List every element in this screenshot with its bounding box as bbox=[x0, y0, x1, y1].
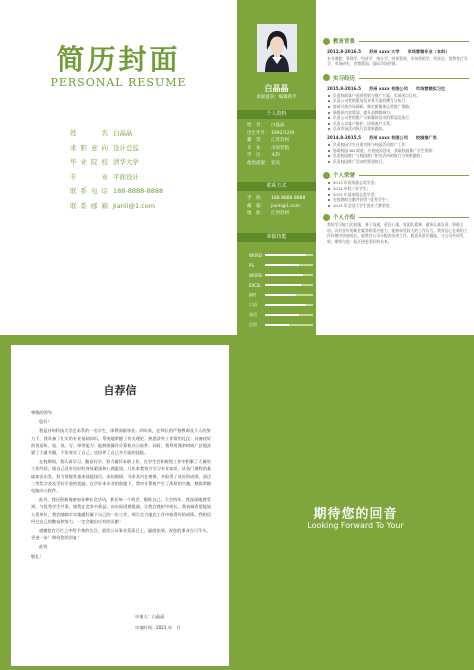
profile-value: 市场营销 bbox=[271, 145, 289, 151]
letter-closing: 敬礼！ bbox=[31, 553, 44, 559]
section-divider bbox=[359, 217, 469, 218]
profile-value: 党员 bbox=[271, 160, 280, 166]
profile-row bbox=[247, 137, 313, 145]
skill-row bbox=[249, 270, 313, 280]
skill-label: PS bbox=[249, 262, 254, 268]
closing-page bbox=[237, 335, 474, 670]
profile-row bbox=[247, 145, 313, 153]
letter-greeting: 您好！ bbox=[39, 419, 52, 425]
info-label: 联系电话 bbox=[70, 187, 108, 195]
skill-bar bbox=[265, 254, 313, 257]
contact-list bbox=[247, 195, 313, 218]
skill-bar bbox=[265, 314, 313, 317]
profile-key: 出生年月： bbox=[247, 130, 270, 136]
skill-row bbox=[249, 320, 313, 330]
profile-row bbox=[247, 160, 313, 168]
info-value: 188-8888-8888 bbox=[113, 187, 164, 195]
resume-sidebar bbox=[237, 0, 316, 335]
skills-section-heading: 掌握技能 bbox=[237, 233, 316, 242]
skill-row bbox=[249, 280, 313, 290]
award-item: 在校期间全勤并获得 "优秀学生"； bbox=[323, 197, 469, 203]
letter-paragraph: 感谢您在百忙之中给予我的关注，愿贵公司事业蒸蒸日上，屡创佳绩，祝您的事业百尺竿头，更进一步！期待您的回复！ bbox=[31, 528, 211, 541]
letter-date: 申请时间：2021 年 月 bbox=[135, 625, 181, 630]
skill-bar bbox=[265, 284, 313, 287]
work-entry bbox=[327, 135, 469, 141]
section-heading bbox=[323, 73, 469, 83]
section-divider bbox=[359, 41, 469, 42]
work-bullet: 负责校园推广与校园推广相关活动的执行与效果跟踪； bbox=[323, 153, 469, 159]
skill-label: PPT bbox=[249, 292, 257, 298]
work-bullet: 负责公司客户维护，协调客户关系； bbox=[323, 121, 469, 127]
resume-main bbox=[323, 34, 469, 244]
cover-info-row bbox=[70, 155, 230, 170]
info-label: 求职意向 bbox=[70, 143, 108, 152]
contact-row bbox=[247, 195, 313, 203]
cover-title: 简历封面 bbox=[56, 43, 181, 76]
letter-body bbox=[31, 409, 213, 562]
skill-row bbox=[249, 290, 313, 300]
closing-subtitle: Looking Forward To Your bbox=[307, 521, 404, 530]
skill-bar bbox=[265, 324, 313, 327]
letter-signature bbox=[135, 611, 181, 633]
award-item: 2014 年校三好学生； bbox=[323, 186, 469, 192]
work-bullet: 协助开展市场调研，制定新媒体运营推广策略； bbox=[323, 104, 469, 110]
contact-key: 手 机： bbox=[247, 196, 265, 201]
work-entry bbox=[327, 86, 469, 92]
letter-paragraph: 此外，我还积极地参加各种社会活动，抓住每一个机会，锻炼自己。大学四年，我深深地感受到，与优秀学生共事，使我在竞争中获益；向实际困难挑战，让我在挫折中成长。我真诚希望能加入贵单位，我会踏踏实实地做好属于自己的一份工作，竭尽全力地在工作中取得好的成绩。我相信经过自己的勤奋和努力，一定会做出应有的贡献！ bbox=[31, 497, 212, 524]
cover-info-row bbox=[70, 199, 230, 214]
skill-label: 日语 bbox=[249, 322, 257, 327]
section-divider bbox=[359, 78, 469, 79]
profile-value: 江苏苏州 bbox=[271, 138, 289, 143]
skill-bar-fill bbox=[265, 304, 306, 307]
edu-description: 专业课程：管理学，经济学，统计学，财务管理，市场营销学，经济法，消费者行为学，市场研究，营销策划，国际市场营销。 bbox=[327, 56, 468, 67]
contact-value: jianli@1.com bbox=[271, 203, 301, 209]
letter-title: 自荐信 bbox=[103, 384, 137, 397]
skill-bar-fill bbox=[265, 274, 303, 277]
intro-text: 我的学习能力比较强，善于沟通，责任心强，有团队精神，做事认真负责，积极主动。具有良好的职业素养和适应能力，能够承受较大的工作压力。我有信心在新的工作环境中快速成长，能胜任公司分配的各项工作，愿意从基层做起，与公司共同发展，期待与您一起开创更美好的未来。 bbox=[327, 222, 468, 244]
info-value: Jianli@1.com bbox=[113, 201, 156, 210]
skill-bar bbox=[265, 304, 313, 307]
info-value: 平面设计 bbox=[113, 172, 139, 181]
award-item: 2015 年全国大学生创业大赛荣誉。 bbox=[323, 203, 469, 209]
profile-value: 1992/12/9 bbox=[271, 130, 295, 136]
skill-bar-fill bbox=[265, 284, 301, 287]
work-bullet: 负责公司营销推广与新媒体活动的策划及执行； bbox=[323, 115, 469, 121]
letter-salutation: 尊敬的领导： bbox=[31, 410, 57, 415]
letter-paragraph: 我是苏州科技大学艺术系的一名学生，即将面临毕业。四年来，在师长的严格教诲及个人的努力下，我具备了扎实的专业基础知识，系统地掌握了有关理论；熟悉涉外工作常用礼仪；具备较好的英语听、说、读、写、译等能力；能熟练操作计算机办公软件。同时，我利用课余时间广泛地涉猎了大量书籍，不但充实了自己，也培养了自己多方面的技能。 bbox=[31, 428, 212, 456]
cover-info-row bbox=[70, 184, 230, 199]
skill-row bbox=[249, 260, 313, 270]
contact-key: 地 址： bbox=[247, 211, 265, 216]
section-title: 教育背景 bbox=[333, 39, 356, 45]
skill-bar bbox=[265, 274, 313, 277]
skill-label: WORD bbox=[249, 252, 262, 258]
letter-paper bbox=[11, 345, 229, 666]
skill-label: EXCEL bbox=[249, 282, 262, 288]
entry-role: 市场营销专业（本科） bbox=[407, 49, 450, 54]
work-bullet: 负责协助客户选择营销与推广方案，实现项目目标； bbox=[323, 93, 469, 99]
info-value: 清华大学 bbox=[113, 158, 139, 166]
profile-key: 专 业： bbox=[247, 145, 265, 151]
skill-label: WORD bbox=[249, 272, 262, 278]
person-silhouette-icon bbox=[257, 24, 297, 72]
contact-section-heading: 联系方式 bbox=[237, 182, 316, 191]
profile-row bbox=[247, 122, 313, 130]
briefcase-icon bbox=[323, 74, 330, 81]
work-bullet: 负责公司营销策划及业务方案的撰写与执行； bbox=[323, 98, 469, 104]
entry-org: 苏州 xxxx 有限公司 bbox=[369, 134, 408, 140]
resume-page bbox=[237, 0, 474, 335]
info-value: 白晶晶 bbox=[113, 129, 133, 137]
section-title: 实习经历 bbox=[333, 75, 356, 82]
profile-section-heading: 个人资料 bbox=[237, 110, 316, 119]
info-value: 设计总监 bbox=[113, 143, 139, 152]
work-bullet: 负责市场活动执行及效果跟踪。 bbox=[323, 126, 469, 132]
work-bullet: 新媒体内容策划，提升品牌影响力； bbox=[323, 110, 469, 116]
contact-row bbox=[247, 203, 313, 211]
contact-key: 邮 箱： bbox=[247, 203, 265, 209]
skill-bar-fill bbox=[265, 314, 299, 317]
profile-row bbox=[247, 152, 313, 160]
award-item: 2013 年国家励志奖学金； bbox=[323, 180, 469, 186]
section-title: 个人荣誉 bbox=[333, 173, 356, 180]
work-bullet: 负责校园学生社团对接与校园活动推广工作； bbox=[323, 142, 469, 148]
entry-date: 2015.8-2016.5 bbox=[327, 85, 362, 91]
skill-bar bbox=[265, 294, 313, 297]
info-label: 毕业院校 bbox=[70, 158, 108, 166]
cover-info-row bbox=[70, 170, 230, 185]
info-label: 专业 bbox=[70, 172, 108, 181]
trophy-icon bbox=[323, 172, 330, 179]
letter-paragraph: 在校期间，我认真学习，勤奋好学，努力做好本职工作，在学生会和班级工作中积累了大量的工作经验，使自己具有良好的身体素质和心理素质。几年来我努力学习专业知识，从各门课程的基础知识出发，努力掌握其基本技能技巧，深钻细研，寻求其内在规律，并取得了良好的成绩，获过三等奖学金及学好学金的奖励。在学好本专业的前提下，我对计算机产生了浓厚的兴趣，熟练掌握电脑办公软件。 bbox=[31, 459, 212, 494]
profile-value: 白晶晶 bbox=[271, 123, 285, 128]
skill-row bbox=[249, 250, 313, 260]
skill-bar-fill bbox=[265, 254, 306, 257]
entry-role: 市场营销实习生 bbox=[415, 85, 446, 91]
profile-key: 姓 名： bbox=[247, 123, 265, 128]
skill-bar-fill bbox=[265, 294, 296, 297]
entry-role: 校园推广员 bbox=[415, 134, 437, 140]
person-icon bbox=[323, 214, 330, 221]
skill-row bbox=[249, 300, 313, 310]
info-label: 联系邮箱 bbox=[70, 201, 108, 210]
profile-row bbox=[247, 130, 313, 138]
profile-list bbox=[247, 122, 313, 167]
skill-bar-fill bbox=[265, 264, 299, 267]
profile-key: 学 历： bbox=[247, 153, 265, 158]
skill-bar bbox=[265, 264, 313, 267]
letter-applicant: 申请人：白晶晶 bbox=[135, 614, 165, 619]
info-label: 姓名 bbox=[70, 129, 108, 137]
edu-entry bbox=[327, 49, 469, 55]
skill-row bbox=[249, 310, 313, 320]
work-bullet: 负责校园推广活动的策划执行。 bbox=[323, 159, 469, 165]
profile-key: 籍 贯： bbox=[247, 138, 265, 143]
resume-intent: 求职意向：编辑助手 bbox=[256, 95, 297, 100]
cover-page bbox=[0, 0, 237, 335]
profile-photo bbox=[257, 24, 297, 72]
cover-info-row bbox=[70, 141, 230, 156]
section-heading bbox=[323, 170, 469, 180]
closing-title: 期待您的回音 bbox=[313, 507, 398, 522]
cover-letter-page bbox=[0, 335, 237, 670]
cover-info-row bbox=[70, 126, 230, 141]
entry-date: 2012.8-2016.5 bbox=[327, 49, 362, 54]
cover-subtitle: PERSONAL RESUME bbox=[50, 76, 187, 89]
skills-list bbox=[249, 250, 313, 330]
graduation-cap-icon bbox=[323, 38, 330, 45]
section-title: 个人介绍 bbox=[333, 215, 356, 222]
resume-name: 白晶晶 bbox=[264, 84, 289, 93]
entry-date: 2014.8-2015.5 bbox=[327, 134, 362, 140]
section-divider bbox=[359, 175, 469, 176]
profile-key: 政治面貌： bbox=[247, 160, 270, 166]
letter-closing: 此致 bbox=[39, 544, 48, 550]
skill-label: 英语 bbox=[249, 312, 257, 317]
contact-row bbox=[247, 210, 313, 218]
skill-bar-fill bbox=[265, 324, 289, 327]
award-item: 2015 年国家励志奖学金； bbox=[323, 192, 469, 198]
section-heading bbox=[323, 212, 469, 222]
entry-org: 苏州 xxxx 有限公司 bbox=[369, 85, 408, 91]
contact-value: 江西苏州 bbox=[271, 211, 289, 216]
cover-info-list bbox=[70, 126, 230, 213]
work-bullet: 协助校园 BD 渠道，开展校园活动，获取校园推广学生资源； bbox=[323, 148, 469, 154]
contact-value: 188 8888 8888 bbox=[271, 196, 306, 201]
section-heading bbox=[323, 36, 469, 46]
skill-label: 口语 bbox=[249, 302, 257, 307]
entry-org: 苏州 xxxx 大学 bbox=[369, 49, 400, 54]
profile-value: 本科 bbox=[271, 153, 280, 158]
